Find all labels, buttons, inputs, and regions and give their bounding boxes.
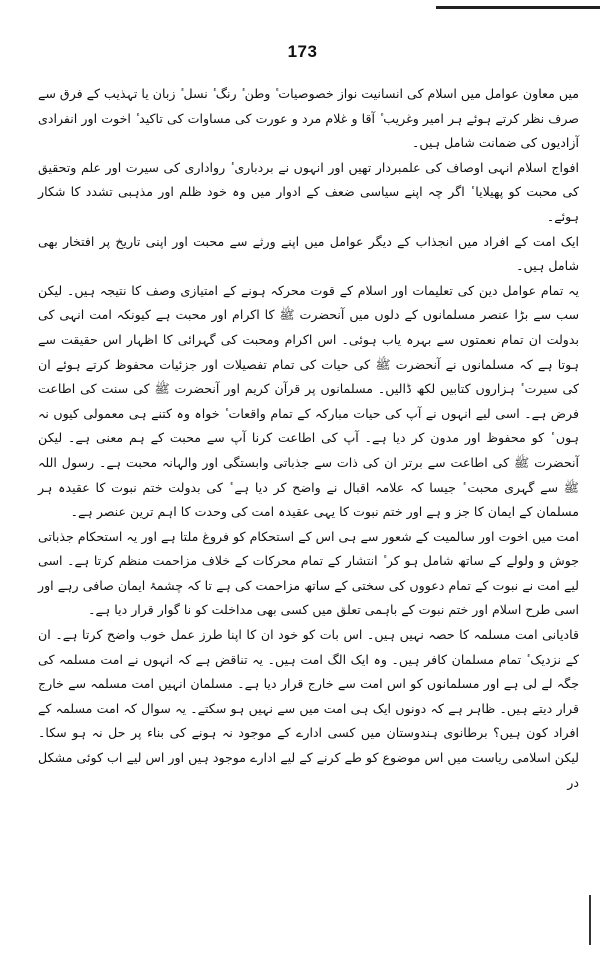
paragraph-1: میں معاون عوامل میں اسلام کی انسانیت نواز خصوصیات ٔ وطن ٔ رنگ ٔ نسل ٔ زبان یا تہذیب کے فرق سے صرف نظر کرتے ہوئے ہر امیر وغریب ٔ آقا و غلام مرد و عورت کی مساوات کی تاکید ٔ اخوت اور انفرادی آزادیوں کی ضمانت شامل ہیں۔: [38, 86, 579, 151]
page-edge-mark: [589, 895, 591, 945]
paragraph-2: افواج اسلام انہی اوصاف کی علمبردار تھیں اور انہوں نے بردباری ٔ رواداری کی سیرت اور علم وتحقیق کی محبت کو پھیلایا ٔ اگر چہ اپنے سیاسی ضعف کے ادوار میں وہ خود ظلم اور مذہبی تشدد کا شکار ہوئے۔: [38, 159, 579, 224]
paragraph-3: ایک امت کے افراد میں انجذاب کے دیگر عوامل میں اپنے ورثے سے محبت اور اپنی تاریخ پر افتخار بھی شامل ہیں۔: [38, 233, 579, 274]
page-number: 173: [287, 42, 318, 61]
page-text: [38, 82, 579, 795]
top-rule: [436, 6, 600, 9]
paragraph-6: قادیانی امت مسلمہ کا حصہ نہیں ہیں۔ اس بات کو خود ان کا اپنا طرز عمل خوب واضح کرتا ہے۔ ان کے نزدیک ٔ تمام مسلمان کافر ہیں۔ وہ ایک الگ امت ہیں۔ یہ تناقض ہے کہ انہوں نے امت مسلمہ کی جگہ لے لی ہے اور مسلمانوں کو اس امت سے خارج قرار دیا ہے۔ مسلمان انہیں امت مسلمہ سے خارج قرار دیتے ہیں۔ ظاہر ہے کہ دونوں ایک ہی امت میں سے نہیں ہو سکتے۔ یہ سوال کہ امت مسلمہ کے افراد کون ہیں؟ برطانوی ہندوستان میں کسی ادارے کے موجود نہ ہونے کی بناء پر حل نہ ہو سکا۔ لیکن اسلامی ریاست میں اس موضوع کو طے کرنے کے لیے ادارے موجود ہیں اور اس لیے اب کوئی مشکل در: [38, 627, 579, 790]
paragraph-5: امت میں اخوت اور سالمیت کے شعور سے ہی اس کے استحکام کو فروغ ملتا ہے اور یہ استحکام جذباتی جوش و ولولے کے ساتھ شامل ہو کر ٔ انتشار کے تمام محرکات کے خلاف مزاحمت منظم کرتا ہے۔ اسی لیے امت نے نبوت کے تمام دعووں کی سختی کے ساتھ مزاحمت کی ہے تا کہ چشمۂ ایمان صافی رہے اور اسی طرح اسلام اور ختم نبوت کے باہمی تعلق میں کسی بھی مداخلت کو نا گوار قرار دیا ہے۔: [38, 528, 579, 618]
paragraph-4: یہ تمام عوامل دین کی تعلیمات اور اسلام کے قوت محرکہ ہونے کے امتیازی وصف کا نتیجہ ہیں۔ لیکن سب سے بڑا عنصر مسلمانوں کے دلوں میں آنحضرت ﷺ کا اکرام اور محبت ہے کیونکہ امت انہی کی بدولت ان تمام نعمتوں سے بہرہ یاب ہوئی۔ اس اکرام ومحبت کی گہرائی کا اظہار اس حقیقت سے ہوتا ہے کہ مسلمانوں نے آنحضرت ﷺ کی حیات کی تمام تفصیلات اور جزئیات محفوظ کرتے ہوئے ان کی سیرت ٔ ہزاروں کتابیں لکھ ڈالیں۔ مسلمانوں پر قرآن کریم اور آنحضرت ﷺ کی سنت کی اطاعت فرض ہے۔ اسی لیے انہوں نے آپ کی حیات مبارکہ کے تمام واقعات ٔ خواہ وہ کتنے ہی معمولی کیوں نہ ہوں ٔ کو محفوظ اور مدون کر دیا ہے۔ آپ کی اطاعت کرنا آپ سے محبت کے ہم معنی ہے۔ لیکن آنحضرت ﷺ کی اطاعت سے برتر ان کی ذات سے جذباتی وابستگی اور والہانہ محبت ہے۔ رسول اللہ ﷺ سے گہری محبت ٔ جیسا کہ علامہ اقبال نے واضح کر دیا ہے ٔ کی بدولت ختم نبوت کا عقیدہ ہر مسلمان کے ایمان کا جز و ہے اور ختم نبوت کا یہی عقیدہ امت کی وحدت کا اہم ترین عنصر ہے۔: [38, 282, 579, 520]
